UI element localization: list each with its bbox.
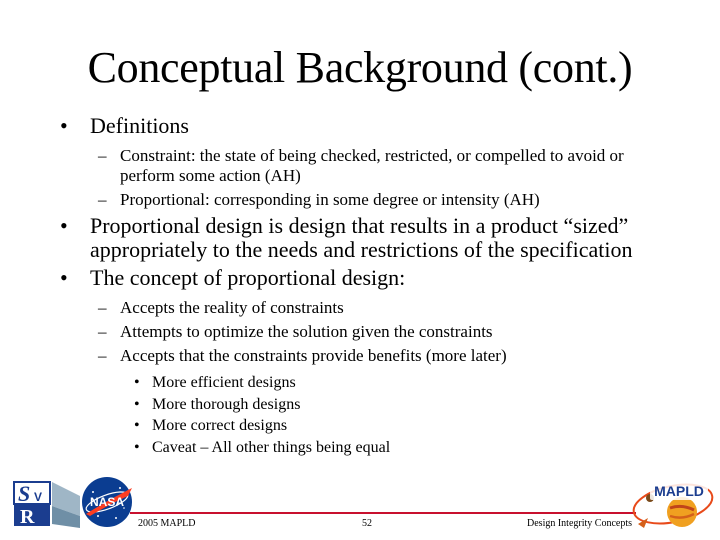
svg-text:NASA: NASA — [89, 495, 125, 509]
bullet-definitions — [60, 114, 660, 138]
bullet-text: Definitions — [90, 113, 189, 138]
footer-page-number: 52 — [362, 518, 372, 529]
bullet-text: Constraint: the state of being checked, restricted, or compelled to avoid or perform some action (AH) — [120, 146, 624, 185]
bullet-text: More correct designs — [152, 417, 288, 434]
bullet-proportional-design — [60, 214, 660, 262]
bullet-marker: • — [134, 374, 140, 391]
svg-text:S: S — [18, 481, 31, 506]
svg-text:R: R — [20, 506, 35, 528]
bullet-text: Proportional: corresponding in some degree or intensity (AH) — [120, 190, 540, 209]
svr-logo — [8, 476, 80, 532]
mapld-logo — [630, 474, 716, 536]
bullet-text: Accepts that the constraints provide benefits (more later) — [120, 346, 507, 365]
bullet-attempts-optimize — [60, 322, 660, 342]
bullet-marker: – — [98, 322, 107, 341]
bullet-concept — [60, 266, 660, 290]
bullet-accepts-reality — [60, 298, 660, 318]
bullet-proportional — [60, 190, 660, 210]
bullet-marker: • — [60, 113, 68, 138]
bullet-text: More thorough designs — [152, 395, 301, 413]
bullet-text: Attempts to optimize the solution given the constraints — [120, 322, 493, 341]
bullet-marker: – — [98, 346, 107, 365]
footer-right: Design Integrity Concepts — [527, 518, 632, 529]
bullet-marker: • — [60, 213, 68, 238]
footer-rule — [130, 512, 636, 514]
bullet-text: Caveat – All other things being equal — [152, 438, 391, 456]
bullet-list — [60, 114, 660, 460]
svg-text:V: V — [34, 490, 43, 504]
bullet-text: Accepts the reality of constraints — [120, 298, 344, 317]
nasa-logo — [80, 474, 134, 530]
bullet-marker: – — [98, 298, 107, 317]
svg-text:MAPLD: MAPLD — [654, 483, 704, 499]
bullet-efficient — [60, 374, 660, 392]
bullet-thorough — [60, 396, 660, 414]
footer-left: 2005 MAPLD — [138, 518, 196, 529]
bullet-accepts-benefits — [60, 346, 660, 366]
bullet-correct — [60, 417, 660, 435]
bullet-text: The concept of proportional design: — [90, 265, 406, 290]
bullet-marker: – — [98, 190, 107, 209]
bullet-text: More efficient designs — [152, 374, 296, 391]
bullet-marker: • — [134, 395, 140, 413]
bullet-constraint — [60, 146, 660, 186]
slide-title: Conceptual Background (cont.) — [87, 43, 633, 92]
bullet-marker: • — [60, 265, 68, 290]
bullet-marker: • — [134, 417, 140, 434]
bullet-text: Proportional design is design that results in a product “sized” appropriately to the needs and restrictions of the specification — [90, 213, 633, 262]
bullet-caveat — [60, 439, 660, 457]
bullet-marker: – — [98, 146, 107, 165]
bullet-marker: • — [134, 438, 140, 456]
